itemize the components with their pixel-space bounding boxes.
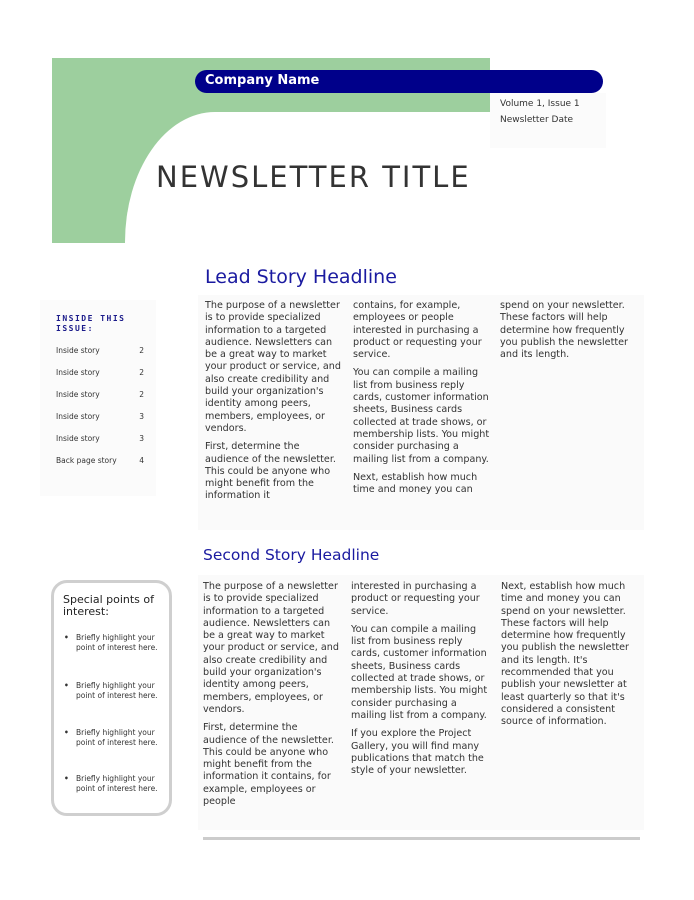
special-point-item <box>64 633 164 653</box>
inside-this-issue-title: INSIDE THIS ISSUE: <box>56 314 126 333</box>
paragraph: contains, for example, employees or people interested in purchasing a product or requesting your service. <box>353 300 482 361</box>
paragraph: The purpose of a newsletter is to provide specialized information to a targeted audience. Newsletters can be a great way to market your product or service, and also create credibility and build your organization's identity among peers, members, employees, or vendors. <box>203 581 339 715</box>
toc-item[interactable] <box>56 412 144 421</box>
toc-item[interactable] <box>56 456 144 465</box>
toc-item-label: Back page story <box>56 456 117 465</box>
paragraph: Next, establish how much time and money you can spend on your newsletter. These factors will help determine how frequently you publish the newsletter and its length. It's recommended that you publish your newsletter at least quarterly so that it's considered a consistent source of information. <box>501 581 629 728</box>
special-point-item <box>64 728 164 748</box>
toc-item-label: Inside story <box>56 346 100 355</box>
special-point-item <box>64 681 164 701</box>
special-point-text: Briefly highlight your point of interest here. <box>76 681 158 700</box>
paragraph: You can compile a mailing list from business reply cards, customer information sheets, Business cards collected at trade shows, or membership lists. You might consider purchasing a mailing list from a company. <box>351 623 488 721</box>
bullet-icon: • <box>64 728 69 737</box>
paragraph: If you explore the Project Gallery, you will find many publications that match the style of your newsletter. <box>351 728 484 777</box>
paragraph: First, determine the audience of the newsletter. This could be anyone who might benefit from the information it <box>205 441 336 502</box>
paragraph: interested in purchasing a product or requesting your service. <box>351 581 480 617</box>
paragraph: You can compile a mailing list from business reply cards, customer information sheets, Business cards collected at trade shows, or membership lists. You might consider purchasing a mailing list from a company. <box>353 367 490 465</box>
special-points-title: Special points of interest: <box>63 593 155 618</box>
newsletter-date: Newsletter Date <box>500 115 574 125</box>
special-point-text: Briefly highlight your point of interest here. <box>76 728 158 747</box>
second-story-column-1 <box>203 581 343 814</box>
special-point-item <box>64 774 164 794</box>
company-name: Company Name <box>205 73 320 88</box>
special-point-text: Briefly highlight your point of interest here. <box>76 774 158 793</box>
toc-item[interactable] <box>56 434 144 443</box>
second-story-column-3 <box>501 581 633 735</box>
toc-item-page: 4 <box>139 456 144 465</box>
toc-item[interactable] <box>56 368 144 377</box>
lead-story-column-2 <box>353 300 493 502</box>
toc-item-page: 2 <box>139 346 144 355</box>
bottom-divider <box>203 837 640 840</box>
paragraph: First, determine the audience of the newsletter. This could be anyone who might benefit from the information it contains, for example, employees or people <box>203 722 334 808</box>
paragraph: Next, establish how much time and money you can <box>353 471 478 496</box>
bullet-icon: • <box>64 681 69 690</box>
paragraph: The purpose of a newsletter is to provide specialized information to a targeted audience. Newsletters can be a great way to market your product or service, and also create credibility and build your organization's identity among peers, members, employees, or vendors. <box>205 300 341 434</box>
toc-item-page: 3 <box>139 412 144 421</box>
toc-item-page: 3 <box>139 434 144 443</box>
second-story-headline: Second Story Headline <box>203 546 380 564</box>
lead-story-column-3 <box>500 300 642 367</box>
toc-item-label: Inside story <box>56 434 100 443</box>
bullet-icon: • <box>64 633 69 642</box>
volume-issue: Volume 1, Issue 1 <box>500 99 580 109</box>
newsletter-title: NEWSLETTER TITLE <box>156 160 471 194</box>
toc-item-label: Inside story <box>56 390 100 399</box>
toc-item-page: 2 <box>139 368 144 377</box>
second-story-column-2 <box>351 581 491 783</box>
paragraph: spend on your newsletter. These factors will help determine how frequently you publish the newsletter and its length. <box>500 300 628 361</box>
special-point-text: Briefly highlight your point of interest here. <box>76 633 158 652</box>
toc-item[interactable] <box>56 390 144 399</box>
lead-story-column-1 <box>205 300 345 509</box>
toc-item-page: 2 <box>139 390 144 399</box>
toc-item[interactable] <box>56 346 144 355</box>
toc-item-label: Inside story <box>56 368 100 377</box>
lead-story-headline: Lead Story Headline <box>205 266 397 288</box>
toc-item-label: Inside story <box>56 412 100 421</box>
bullet-icon: • <box>64 774 69 783</box>
